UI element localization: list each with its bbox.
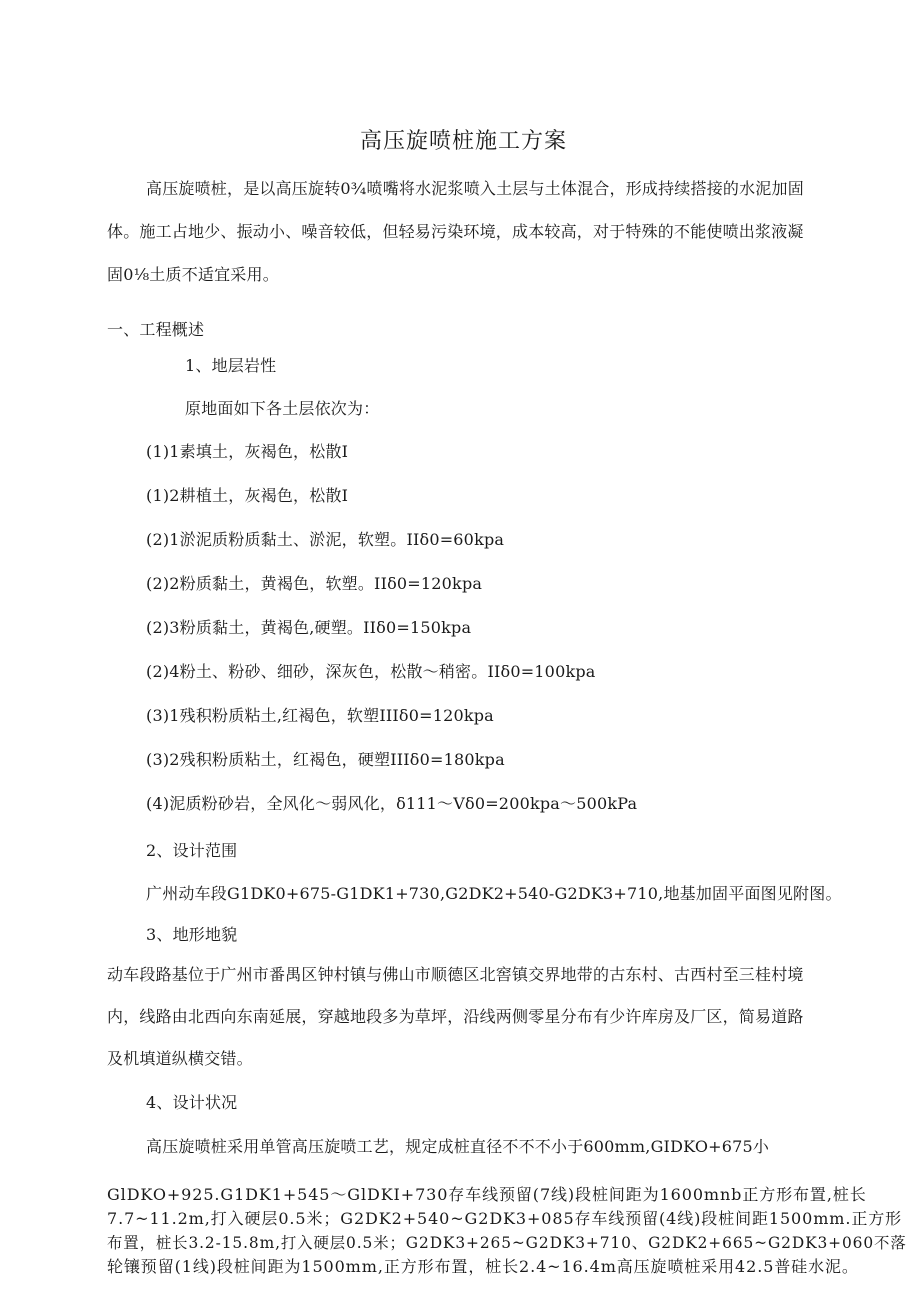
- design-status-line-5: 轮镶预留(1线)段桩间距为1500mm,正方形布置，桩长2.4~16.4m高压旋喷桩采用42.5普硅水泥。: [107, 1257, 859, 1276]
- stratum-layer-item: (2)1淤泥质粉质黏土、淤泥，软塑。IIδ0=60kpa: [146, 530, 505, 549]
- page-title: 高压旋喷桩施工方案: [360, 129, 568, 154]
- stratum-layer-item: (3)2残积粉质粘土，红褐色，硬塑IIIδ0=180kpa: [146, 750, 505, 769]
- terrain-line-1: 动车段路基位于广州市番禺区钟村镇与佛山市顺德区北窖镇交界地带的古东村、古西村至三桂村境: [107, 965, 804, 984]
- design-status-line-2: GlDKO+925.G1DK1+545～GlDKI+730存车线预留(7线)段桩间距为1600mnb正方形布置,桩长: [107, 1185, 867, 1204]
- stratum-lead: 原地面如下各土层依次为：: [185, 399, 380, 418]
- intro-line-2: 体。施工占地少、振动小、噪音较低，但轻易污染环境，成本较高，对于特殊的不能使喷出浆液凝: [107, 222, 804, 241]
- design-status-line-4: 布置，桩长3.2-15.8m,打入硬层0.5米；G2DK3+265~G2DK3+710、G2DK2+665~G2DK3+060不落: [107, 1234, 907, 1252]
- section-heading-overview: 一、工程概述: [107, 320, 205, 339]
- subheading-design-status: 4、设计状况: [146, 1093, 238, 1112]
- stratum-layer-item: (4)泥质粉砂岩，全风化～弱风化，δ111～Vδ0=200kpa～500kPa: [146, 794, 638, 813]
- intro-line-1: 高压旋喷桩，是以高压旋转0¾喷嘴将水泥浆喷入土层与土体混合，形成持续搭接的水泥加固: [146, 179, 804, 198]
- subheading-design-range: 2、设计范围: [146, 841, 238, 860]
- design-status-line-1: 高压旋喷桩采用单管高压旋喷工艺，规定成桩直径不不不小于600mm,GIDKO+675小: [146, 1137, 770, 1156]
- stratum-layer-item: (2)3粉质黏土，黄褐色,硬塑。IIδ0=150kpa: [146, 618, 472, 637]
- subheading-terrain: 3、地形地貌: [146, 925, 238, 944]
- stratum-layer-item: (2)2粉质黏土，黄褐色，软塑。IIδ0=120kpa: [146, 574, 483, 593]
- terrain-line-2: 内，线路由北西向东南延展，穿越地段多为草坪，沿线两侧零星分布有少许库房及厂区，简易道路: [107, 1007, 804, 1026]
- stratum-layer-item: (3)1残积粉质粘土,红褐色，软塑IIIδ0=120kpa: [146, 706, 494, 725]
- stratum-layer-item: (1)2耕植土，灰褐色，松散I: [146, 486, 349, 505]
- intro-line-3: 固0⅛土质不适宜采用。: [107, 265, 279, 284]
- stratum-layer-item: (1)1素填土，灰褐色，松散I: [146, 442, 349, 461]
- terrain-line-3: 及机填道纵横交错。: [107, 1049, 253, 1068]
- design-range-text: 广州动车段G1DK0+675-G1DK1+730,G2DK2+540-G2DK3+710,地基加固平面图见附图。: [146, 884, 842, 903]
- design-status-line-3: 7.7~11.2m,打入硬层0.5米；G2DK2+540~G2DK3+085存车线预留(4线)段桩间距1500mm.正方形: [107, 1209, 903, 1228]
- stratum-layer-item: (2)4粉土、粉砂、细砂，深灰色，松散～稍密。IIδ0=100kpa: [146, 662, 596, 681]
- subheading-stratum: 1、地层岩性: [185, 356, 277, 375]
